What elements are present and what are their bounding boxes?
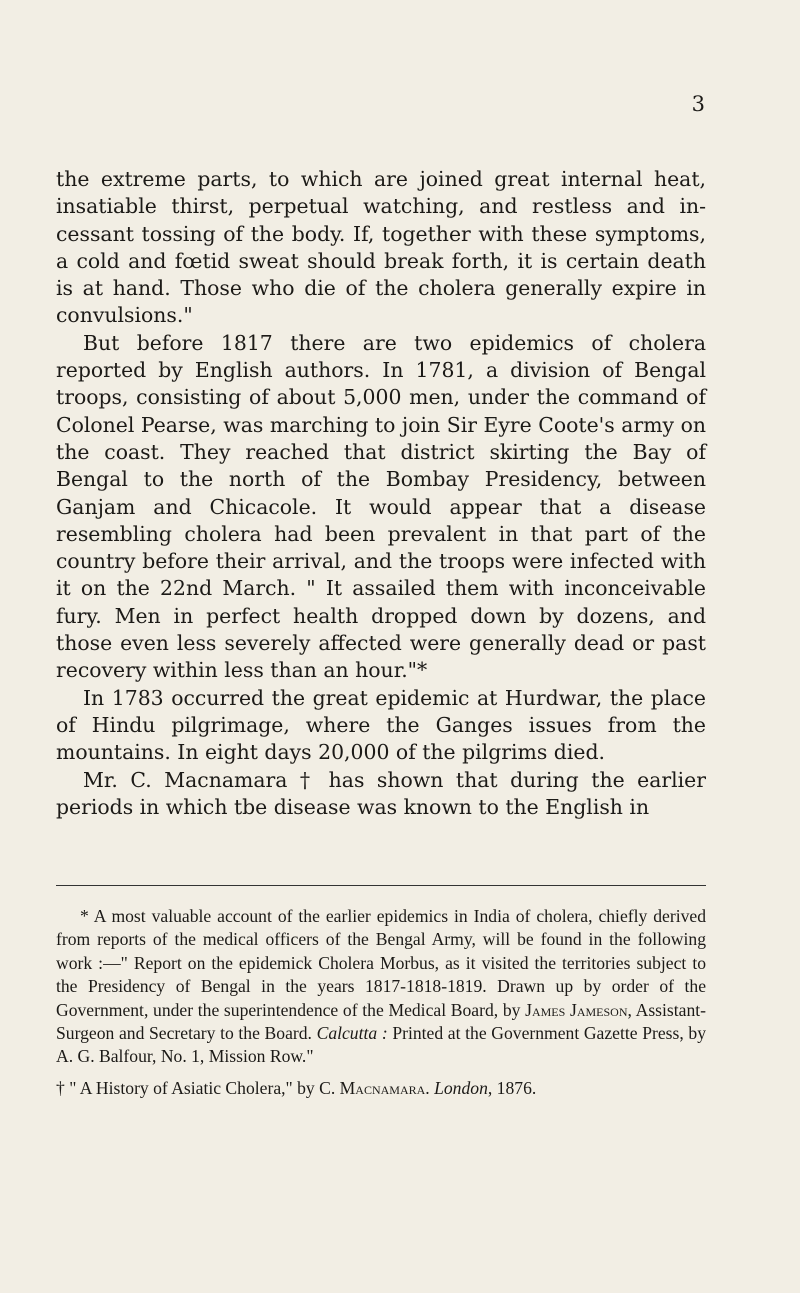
footnote-place: Calcutta : (316, 1023, 388, 1044)
main-text (56, 166, 706, 821)
footnote-author: James Jameson (525, 999, 628, 1020)
page-number: 3 (691, 92, 705, 116)
paragraph: the extreme parts, to which are joined great internal heat, insatiable thirst, perpetual watching, and restless and incessant tossing of the body. If, together with these symptoms, a cold and fœtid sweat should break forth, it is certain death is at hand. Those who die of the cholera generally expire in convulsions." (56, 167, 706, 328)
paragraph: But before 1817 there are two epidemics of cholera reported by English authors. In 1781, a division of Bengal troops, consisting of about 5,000 men, under the command of Colonel Pearse, was marching to join Sir Eyre Coote's army on the coast. They reached that district skirting the Bay of Bengal to the north of the Bombay Presidency, between Ganjam and Chicacole. It would appear that a disease resembling cholera had been prevalent in that part of the country before their arrival, and the troops were infected with it on the 22nd March. " It assailed them with inconceivable fury. Men in perfect health dropped down by dozens, and those even less severely affected were generally dead or past recovery within less than an hour."* (56, 330, 706, 683)
footnote-divider (56, 885, 706, 886)
footnote-1: * A most valuable account of the earlier epidemics in India of cholera, chiefly derived from reports of the medical officers of the Bengal Army, will be found in the following work :—" Report on the epidemick Cholera Morbus, as it visited the territories subject to the Presidency of Bengal in the years 1817-1818-1819. Drawn up by order of the Government, under the superintendence of the Medical Board, by James Jameson, Assistant-Surgeon and Secretary to the Board. Calcutta : Printed at the Government Gazette Press, by A. G. Balfour, No. 1, Mission Row." (56, 906, 706, 1067)
footnotes (56, 905, 706, 1100)
footnote-place: London (434, 1077, 488, 1098)
footnote-2: † " A History of Asiatic Cholera," by C. Macnamara. London, 1876. (56, 1077, 537, 1098)
footnote-author: Macnamara (339, 1077, 426, 1098)
paragraph: In 1783 occurred the great epidemic at Hurdwar, the place of Hindu pilgrimage, where the Ganges issues from the mountains. In eight days 20,000 of the pilgrims died. (56, 685, 706, 765)
paragraph: Mr. C. Macnamara † has shown that during the earlier periods in which tbe disease was known to the English in (56, 767, 706, 819)
